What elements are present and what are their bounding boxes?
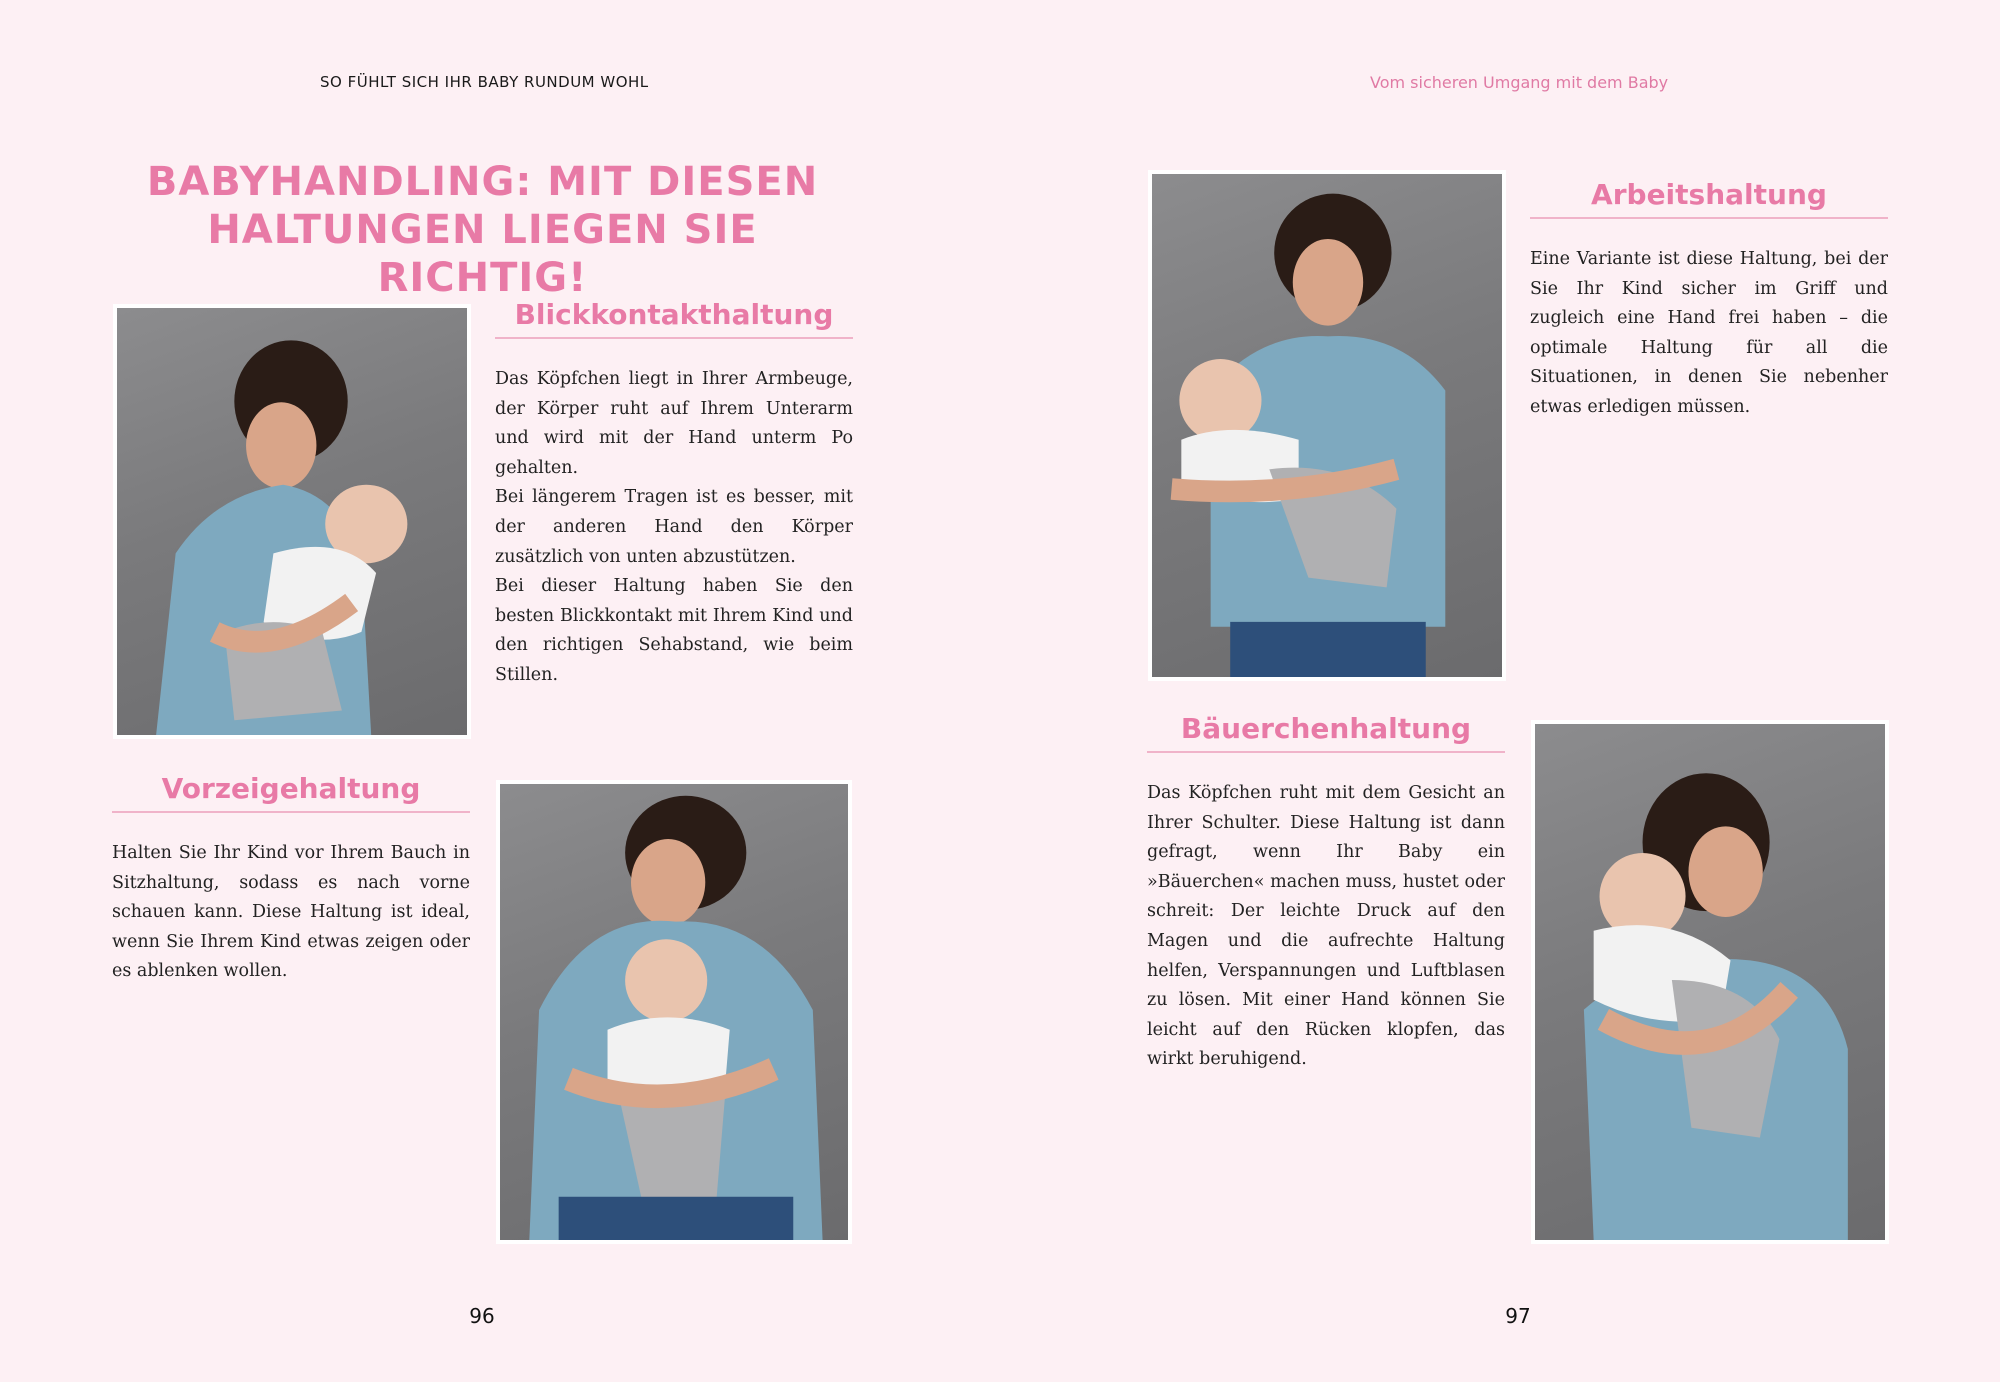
photo-vorzeigehaltung — [496, 780, 852, 1244]
section-body — [112, 839, 470, 987]
paragraph: Halten Sie Ihr Kind vor Ihrem Bauch in Sitzhaltung, sodass es nach vorne schauen kann. Diese Haltung ist ideal, wenn Sie Ihrem Kind etwas zeigen oder es ablenken wollen. — [112, 843, 470, 982]
photo-baeuerchenhaltung — [1531, 720, 1889, 1244]
photo-blickkontakthaltung — [113, 304, 471, 739]
section-body — [1530, 245, 1888, 423]
page-number-right: 97 — [1505, 1304, 1531, 1328]
section-heading: Blickkontakthaltung — [495, 298, 853, 339]
section-vorzeigehaltung — [112, 772, 470, 987]
section-blickkontakthaltung — [495, 298, 853, 691]
paragraph: Bei längerem Tragen ist es besser, mit der anderen Hand den Körper zusätzlich von unten abzustützen. — [495, 487, 853, 567]
running-head-left: SO FÜHLT SICH IHR BABY RUNDUM WOHL — [320, 73, 649, 91]
paragraph: Das Köpfchen ruht mit dem Gesicht an Ihrer Schulter. Diese Haltung ist dann gefragt, wenn Ihr Baby ein »Bäuerchen« machen muss, hustet oder schreit: Der leichte Druck auf den Magen und die aufrechte Haltung helfen, Verspannungen und Luftblasen zu lösen. Mit einer Hand können Sie leicht auf den Rücken klopfen, das wirkt beruhigend. — [1147, 783, 1505, 1070]
page-title-line-1: BABYHANDLING: MIT DIESEN — [146, 159, 819, 205]
photo-arbeitshaltung — [1148, 170, 1506, 681]
section-baeuerchenhaltung — [1147, 712, 1505, 1075]
section-heading: Vorzeigehaltung — [112, 772, 470, 813]
page-title-line-2: HALTUNGEN LIEGEN SIE RICHTIG! — [207, 207, 758, 301]
page-title — [110, 158, 855, 302]
page-number-left: 96 — [469, 1304, 495, 1328]
section-heading: Bäuerchenhaltung — [1147, 712, 1505, 753]
running-head-right: Vom sicheren Umgang mit dem Baby — [1370, 73, 1669, 92]
section-arbeitshaltung — [1530, 178, 1888, 423]
paragraph: Das Köpfchen liegt in Ihrer Armbeuge, der Körper ruht auf Ihrem Unterarm und wird mit der Hand unterm Po gehalten. — [495, 369, 853, 478]
paragraph: Eine Variante ist diese Haltung, bei der Sie Ihr Kind sicher im Griff und zugleich eine Hand frei haben – die optimale Haltung für all die Situationen, in denen Sie nebenher etwas erledigen müssen. — [1530, 249, 1888, 417]
section-heading: Arbeitshaltung — [1530, 178, 1888, 219]
section-body — [1147, 779, 1505, 1075]
paragraph: Bei dieser Haltung haben Sie den besten Blickkontakt mit Ihrem Kind und den richtigen Sehabstand, wie beim Stillen. — [495, 576, 853, 685]
section-body — [495, 365, 853, 691]
